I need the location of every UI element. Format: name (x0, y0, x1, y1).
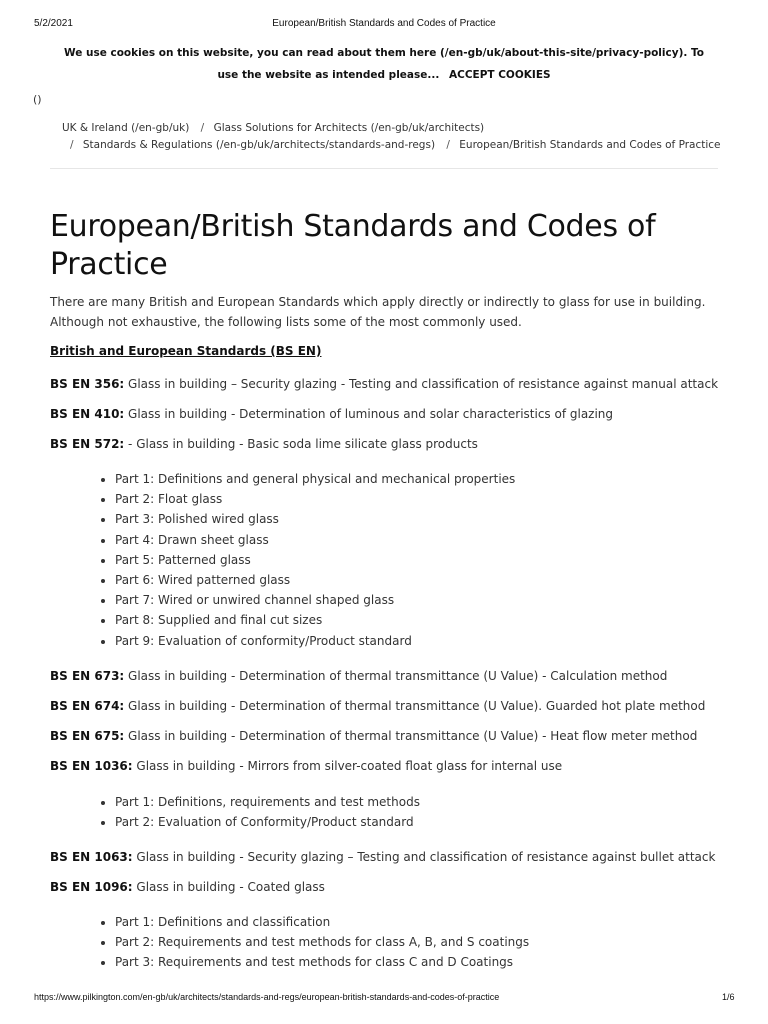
list-item: • Part 7: Wired or unwired channel shaped glass (115, 590, 515, 610)
page-number: 1/6 (722, 992, 735, 1002)
breadcrumb-item-standards-regs[interactable]: Standards & Regulations (/en-gb/uk/architects/standards-and-regs) (82, 139, 436, 151)
print-title: European/British Standards and Codes of Practice (272, 18, 496, 29)
standard-bs-en-674 (50, 698, 750, 714)
standard-bs-en-1036 (50, 758, 750, 774)
list-item: • Part 3: Requirements and test methods for class C and D Coatings (115, 952, 529, 972)
section-heading: British and European Standards (BS EN) (50, 344, 322, 358)
list-item: • Part 9: Evaluation of conformity/Product standard (115, 631, 515, 651)
standard-description: Glass in building - Security glazing – Testing and classification of resistance against bullet attack (132, 850, 716, 864)
standard-bs-en-572 (50, 436, 750, 452)
breadcrumb (62, 120, 722, 154)
standard-code: BS EN 1063: (50, 850, 133, 864)
parts-list-bs-en-572 (100, 469, 515, 651)
breadcrumb-separator: / (70, 139, 74, 151)
empty-link[interactable]: () (33, 93, 42, 106)
standard-description: Glass in building - Determination of thermal transmittance (U Value) - Heat flow meter method (124, 729, 698, 743)
list-item: • Part 3: Polished wired glass (115, 509, 515, 529)
list-item: • Part 2: Evaluation of Conformity/Product standard (115, 812, 420, 832)
standard-bs-en-675 (50, 728, 750, 744)
breadcrumb-item-glass-solutions[interactable]: Glass Solutions for Architects (/en-gb/uk/architects) (213, 122, 485, 134)
standard-bs-en-1096 (50, 879, 750, 895)
accept-cookies-button[interactable]: ACCEPT COOKIES (449, 69, 551, 81)
print-date: 5/2/2021 (34, 18, 73, 29)
breadcrumb-separator: / (446, 139, 450, 151)
standard-code: BS EN 1036: (50, 759, 133, 773)
standard-code: BS EN 356: (50, 377, 125, 391)
breadcrumb-item-uk-ireland[interactable]: UK & Ireland (/en-gb/uk) (62, 122, 190, 134)
list-item: • Part 6: Wired patterned glass (115, 570, 515, 590)
standard-description: Glass in building - Determination of thermal transmittance (U Value). Guarded hot plate method (124, 699, 706, 713)
standard-description: Glass in building - Determination of thermal transmittance (U Value) - Calculation method (124, 669, 668, 683)
list-item: • Part 8: Supplied and final cut sizes (115, 610, 515, 630)
standard-description: Glass in building – Security glazing - Testing and classification of resistance against manual attack (124, 377, 719, 391)
list-item: • Part 1: Definitions, requirements and test methods (115, 792, 420, 812)
standard-bs-en-410 (50, 406, 750, 422)
standard-description: Glass in building - Coated glass (132, 880, 325, 894)
standard-description: Glass in building - Determination of luminous and solar characteristics of glazing (124, 407, 614, 421)
list-item: • Part 5: Patterned glass (115, 550, 515, 570)
list-item: • Part 1: Definitions and general physical and mechanical properties (115, 469, 515, 489)
standard-code: BS EN 674: (50, 699, 125, 713)
breadcrumb-item-current: European/British Standards and Codes of Practice (459, 139, 721, 151)
standard-code: BS EN 673: (50, 669, 125, 683)
cookie-message: We use cookies on this website, you can read about them here (/en-gb/uk/about-this-site/privacy-policy). To use the website as intended please... (64, 47, 704, 81)
standard-description: - Glass in building - Basic soda lime silicate glass products (124, 437, 478, 451)
standard-bs-en-673 (50, 668, 750, 684)
print-header (0, 18, 768, 32)
standard-bs-en-1063 (50, 849, 750, 865)
breadcrumb-separator: / (200, 122, 205, 134)
cookie-banner (60, 42, 708, 86)
print-url: https://www.pilkington.com/en-gb/uk/architects/standards-and-regs/european-british-standards-and-codes-of-practice (34, 992, 500, 1002)
list-item: • Part 2: Float glass (115, 489, 515, 509)
standard-code: BS EN 410: (50, 407, 125, 421)
standard-code: BS EN 572: (50, 437, 125, 451)
intro-paragraph: There are many British and European Standards which apply directly or indirectly to glass for use in building. Although not exhaustive, the following lists some of the most commonly used. (50, 295, 706, 329)
standard-bs-en-356 (50, 376, 750, 392)
standard-code: BS EN 675: (50, 729, 125, 743)
parts-list-bs-en-1096 (100, 912, 529, 973)
parts-list-bs-en-1036 (100, 792, 420, 832)
page-title: European/British Standards and Codes of Practice (50, 209, 656, 282)
standard-code: BS EN 1096: (50, 880, 133, 894)
standard-description: Glass in building - Mirrors from silver-coated float glass for internal use (132, 759, 563, 773)
list-item: • Part 4: Drawn sheet glass (115, 530, 515, 550)
divider (50, 168, 718, 169)
list-item: • Part 2: Requirements and test methods for class A, B, and S coatings (115, 932, 529, 952)
list-item: • Part 1: Definitions and classification (115, 912, 529, 932)
